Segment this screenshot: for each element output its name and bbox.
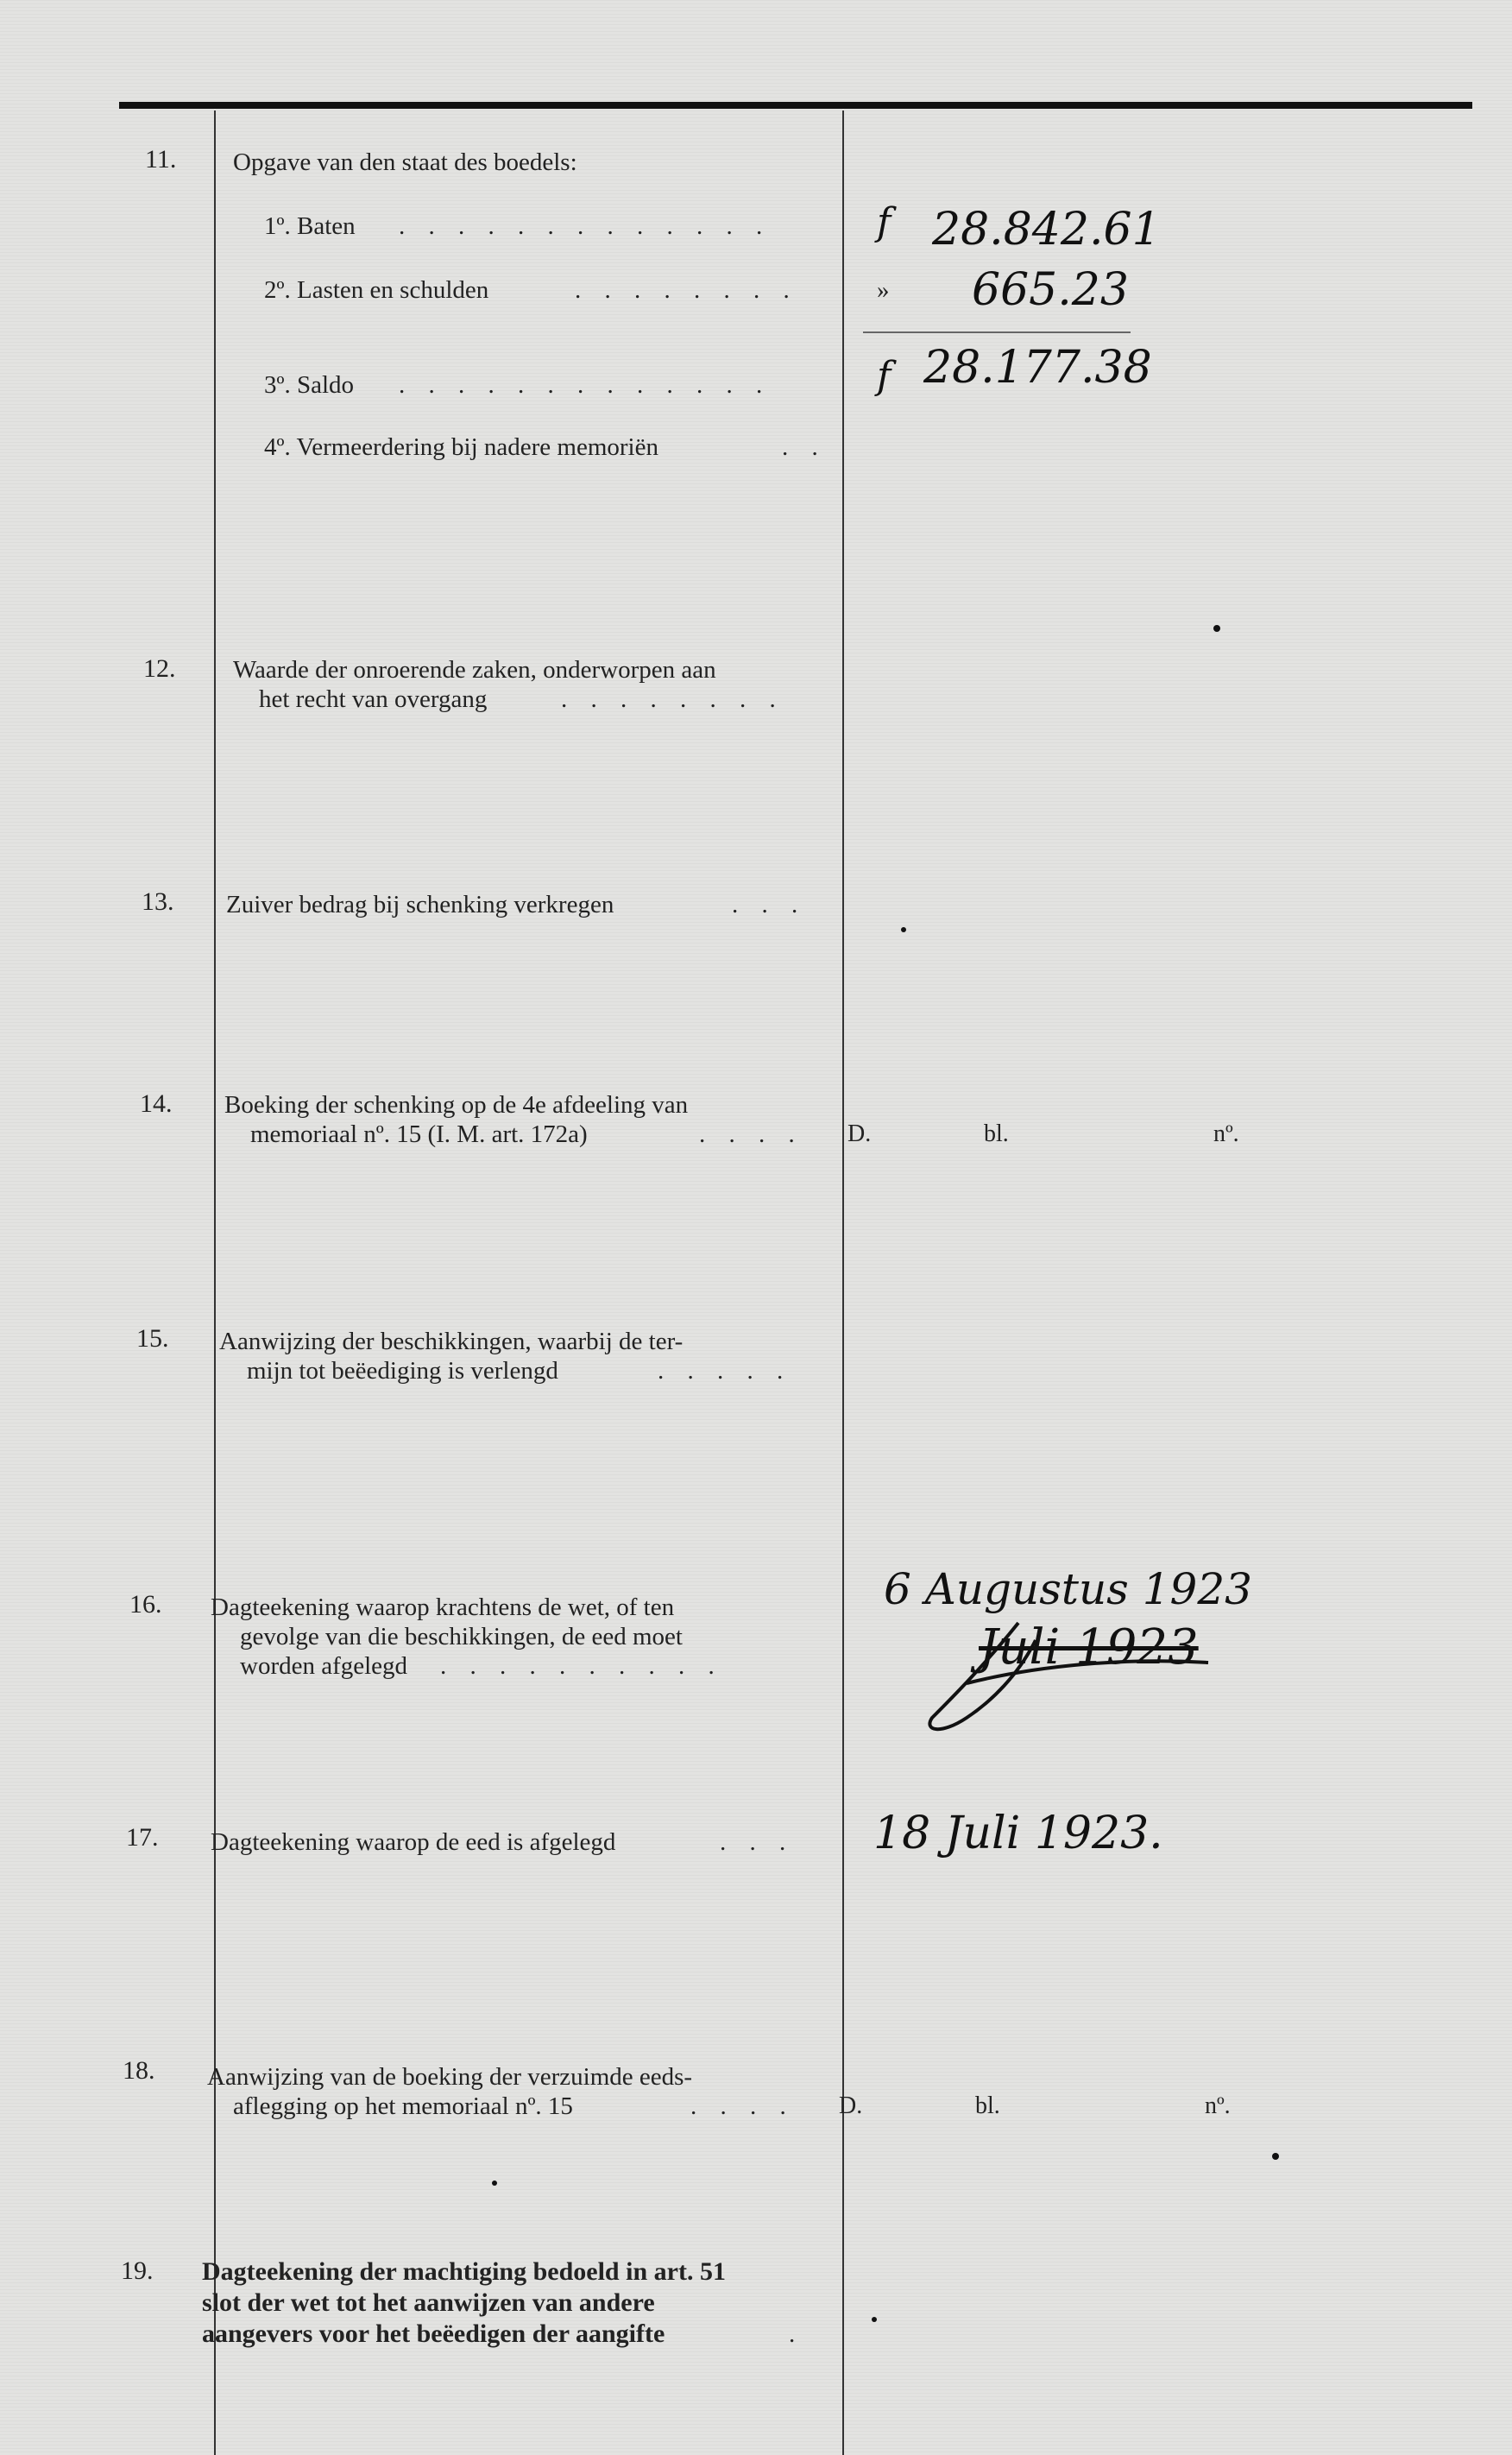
item-15-dots: . . . . . [658, 1357, 792, 1385]
item-11-sub-3-dots: . . . . . . . . . . . . . [399, 371, 772, 399]
item-16-number: 16. [129, 1590, 162, 1619]
item-11-sub-2-label: 2º. Lasten en schulden [264, 276, 489, 304]
item-14-bl-label: bl. [984, 1120, 1009, 1147]
item-14-line-1: Boeking der schenking op de 4e afdeeling van [224, 1091, 689, 1119]
item-16-line-2: gevolge van die beschikkingen, de eed moet [240, 1623, 683, 1650]
item-17-handwritten-date: 18 Juli 1923. [873, 1808, 1163, 1859]
item-13-number: 13. [142, 887, 174, 916]
item-19-number: 19. [121, 2256, 154, 2285]
top-rule [119, 102, 1472, 109]
ink-speck [901, 927, 906, 932]
item-13-line-1: Zuiver bedrag bij schenking verkregen [226, 891, 614, 918]
item-17-dots: . . . [720, 1828, 795, 1856]
item-11-sub-1-value: 28.842.61 [932, 204, 1161, 256]
sum-rule [863, 331, 1131, 333]
left-column-rule [214, 110, 216, 2455]
item-11-sub-1-prefix: f [877, 200, 891, 244]
item-15-number: 15. [136, 1324, 169, 1353]
item-11-title: Opgave van den staat des boedels: [233, 148, 577, 176]
item-11-number: 11. [145, 145, 177, 174]
item-14-dots: . . . . [699, 1120, 803, 1148]
item-15-line-1: Aanwijzing der beschikkingen, waarbij de ter- [219, 1328, 684, 1355]
item-11-sub-4-label: 4º. Vermeerdering bij nadere memoriën [264, 433, 658, 461]
item-12-line-1: Waarde der onroerende zaken, onderworpen aan [233, 656, 716, 684]
item-11-sub-4-dots: . . [782, 433, 827, 461]
item-16-line-3: worden afgelegd [240, 1652, 408, 1680]
item-19-dots: . [789, 2320, 796, 2348]
item-14-d-label: D. [847, 1120, 872, 1147]
item-15-line-2: mijn tot beëediging is verlengd [247, 1357, 558, 1385]
item-11-sub-1-label: 1º. Baten [264, 212, 356, 240]
ink-speck [1272, 2153, 1279, 2160]
item-18-dots: . . . . [690, 2092, 795, 2120]
item-11-sub-2-dots: . . . . . . . . [575, 276, 798, 304]
ink-speck [1213, 625, 1220, 632]
item-18-line-1: Aanwijzing van de boeking der verzuimde eeds- [207, 2063, 693, 2091]
item-19-line-2: slot der wet tot het aanwijzen van andere [202, 2288, 655, 2317]
item-18-bl-label: bl. [975, 2092, 1000, 2119]
item-12-dots: . . . . . . . . [561, 685, 784, 713]
item-16-dots: . . . . . . . . . . [440, 1652, 723, 1680]
item-18-line-2: aflegging op het memoriaal nº. 15 [233, 2092, 573, 2120]
item-16-line-1: Dagteekening waarop krachtens de wet, of ten [211, 1594, 675, 1621]
item-14-no-label: nº. [1213, 1120, 1239, 1147]
item-11-sub-3-value: 28.177.38 [923, 342, 1152, 394]
item-12-line-2: het recht van overgang [259, 685, 488, 713]
item-13-dots: . . . [732, 891, 807, 918]
item-12-number: 12. [143, 654, 176, 683]
item-14-line-2: memoriaal nº. 15 (I. M. art. 172a) [250, 1120, 588, 1148]
item-17-line-1: Dagteekening waarop de eed is afgelegd [211, 1828, 616, 1856]
ink-speck [492, 2180, 497, 2186]
item-11-sub-2-prefix: » [877, 276, 890, 304]
item-19-line-1: Dagteekening der machtiging bedoeld in art. 51 [202, 2257, 726, 2286]
item-11-sub-1-dots: . . . . . . . . . . . . . [399, 212, 772, 240]
item-11-sub-3-prefix: f [877, 354, 891, 398]
item-14-number: 14. [140, 1089, 173, 1118]
item-11-sub-2-value: 665.23 [972, 264, 1129, 316]
item-16-handwritten-date-2-struck: Juli 1923 [979, 1619, 1199, 1676]
item-18-d-label: D. [839, 2092, 863, 2119]
item-18-number: 18. [123, 2056, 155, 2085]
handwriting-flourish [915, 1606, 1225, 1744]
item-18-no-label: nº. [1205, 2092, 1231, 2119]
item-16-handwritten-date-1: 6 Augustus 1923 [884, 1564, 1252, 1614]
item-11-sub-3-label: 3º. Saldo [264, 371, 355, 399]
item-19-line-3: aangevers voor het beëedigen der aangifte [202, 2319, 665, 2348]
ink-speck [872, 2317, 877, 2322]
item-17-number: 17. [126, 1823, 159, 1852]
